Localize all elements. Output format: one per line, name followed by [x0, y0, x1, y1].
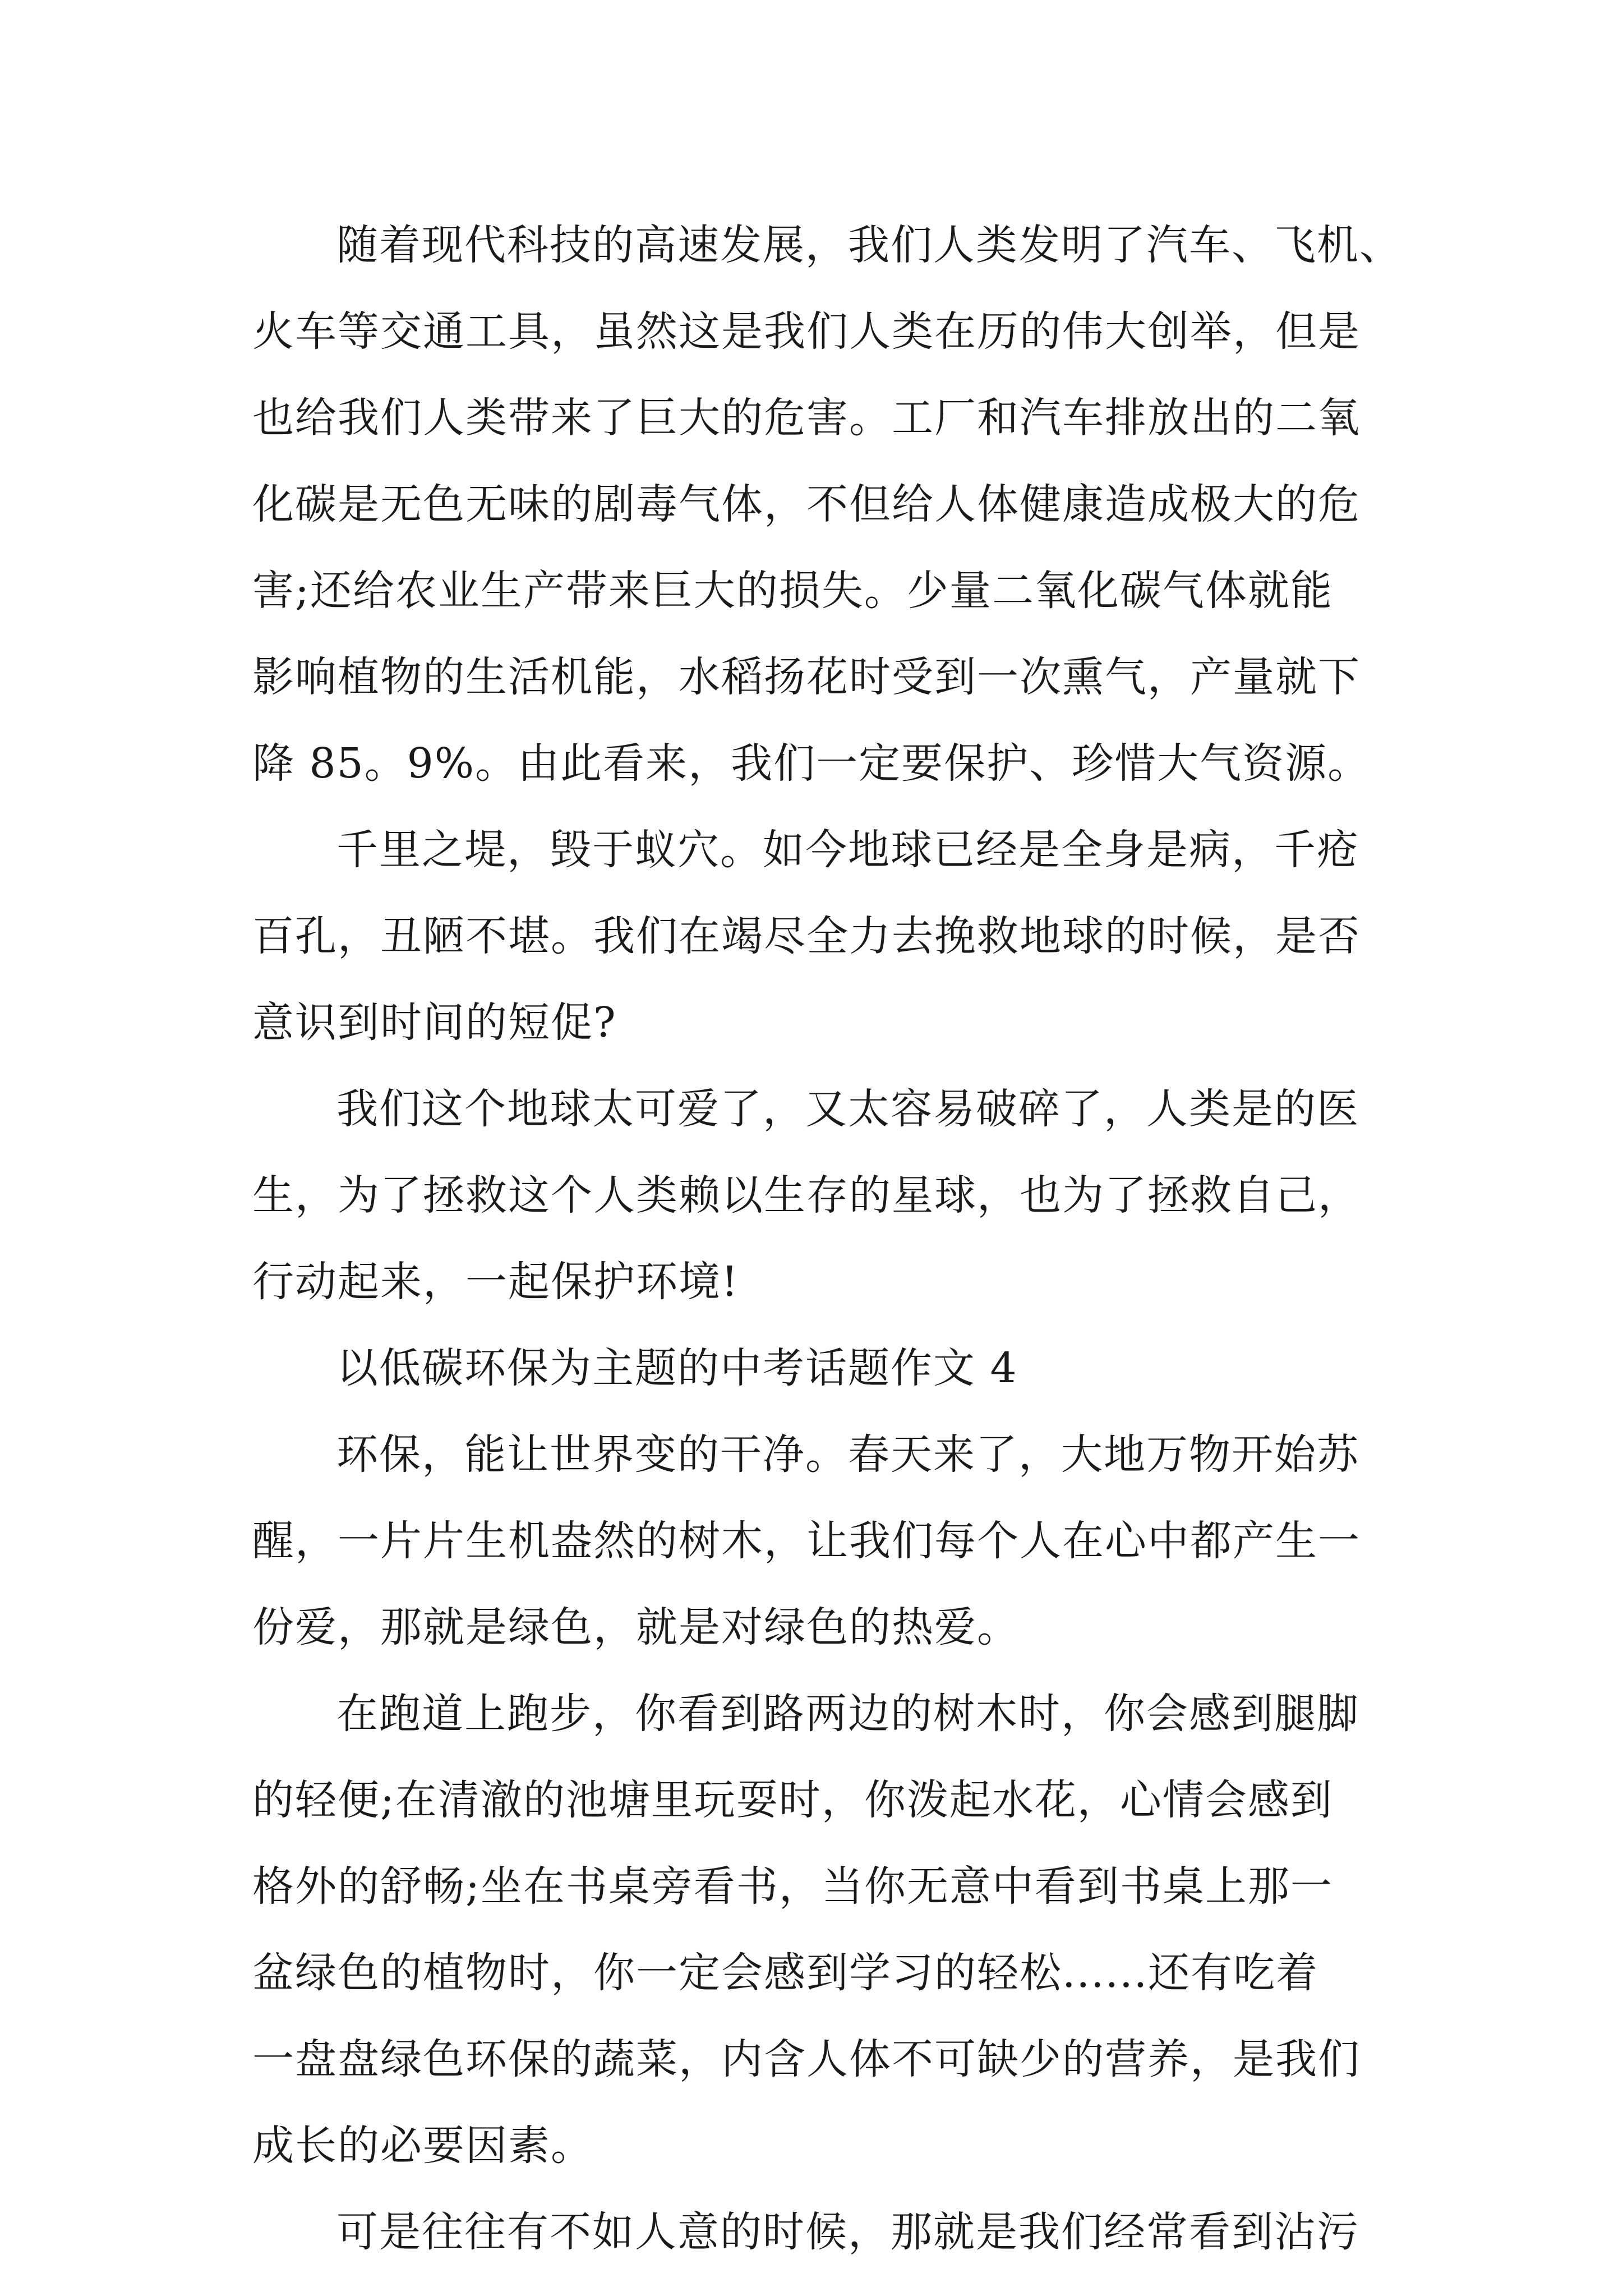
text-line: 成长的必要因素。 [252, 2122, 593, 2170]
text-line: 火车等交通工具，虽然这是我们人类在历的伟大创举，但是 [252, 307, 1361, 356]
paragraph-pollution-seen [252, 2189, 1408, 2275]
essay-title: 以低碳环保为主题的中考话题作文 4 [336, 1344, 1018, 1392]
paragraph-green-life [252, 1671, 1408, 2189]
text-line: 降 85。9%。由此看来，我们一定要保护、珍惜大气资源。 [252, 739, 1371, 788]
text-line: 环保，能让世界变的干净。春天来了，大地万物开始苏 [336, 1430, 1359, 1479]
paragraph-protect-environment [252, 1066, 1408, 1325]
text-line: 醒，一片片生机盎然的树木，让我们每个人在心中都产生一 [252, 1517, 1361, 1565]
text-line: 也给我们人类带来了巨大的危害。工厂和汽车排放出的二氧 [252, 394, 1361, 442]
text-line: 化碳是无色无味的剧毒气体，不但给人体健康造成极大的危 [252, 480, 1361, 528]
text-line: 意识到时间的短促? [252, 999, 617, 1047]
text-line: 百孔，丑陋不堪。我们在竭尽全力去挽救地球的时候，是否 [252, 912, 1361, 960]
text-line: 格外的舒畅;坐在书桌旁看书，当你无意中看到书桌上那一 [252, 1862, 1333, 1911]
text-line: 在跑道上跑步，你看到路两边的树木时，你会感到腿脚 [336, 1690, 1359, 1738]
text-line: 一盘盘绿色环保的蔬菜，内含人体不可缺少的营养，是我们 [252, 2035, 1361, 2083]
text-line: 可是往往有不如人意的时候，那就是我们经常看到沾污 [336, 2208, 1359, 2256]
body-text [252, 202, 1408, 2275]
text-line: 份爱，那就是绿色，就是对绿色的热爱。 [252, 1603, 1020, 1651]
paragraph-earth-sick [252, 807, 1408, 1066]
text-line: 害;还给农业生产带来巨大的损失。少量二氧化碳气体就能 [252, 567, 1333, 615]
paragraph-air-pollution [252, 202, 1408, 807]
text-line: 生，为了拯救这个人类赖以生存的星球，也为了拯救自己， [252, 1171, 1361, 1220]
text-line: 千里之堤，毁于蚁穴。如今地球已经是全身是病，千疮 [336, 826, 1359, 874]
text-line: 盆绿色的植物时，你一定会感到学习的轻松......还有吃着 [252, 1949, 1319, 1997]
text-line: 随着现代科技的高速发展，我们人类发明了汽车、飞机、 [336, 221, 1402, 269]
text-line: 行动起来，一起保护环境! [252, 1258, 739, 1306]
essay-heading [252, 1325, 1408, 1411]
text-line: 影响植物的生活机能，水稻扬花时受到一次熏气，产量就下 [252, 653, 1361, 701]
text-line: 的轻便;在清澈的池塘里玩耍时，你泼起水花，心情会感到 [252, 1776, 1333, 1824]
paragraph-green-love [252, 1411, 1408, 1671]
text-line: 我们这个地球太可爱了，又太容易破碎了，人类是的医 [336, 1085, 1359, 1133]
